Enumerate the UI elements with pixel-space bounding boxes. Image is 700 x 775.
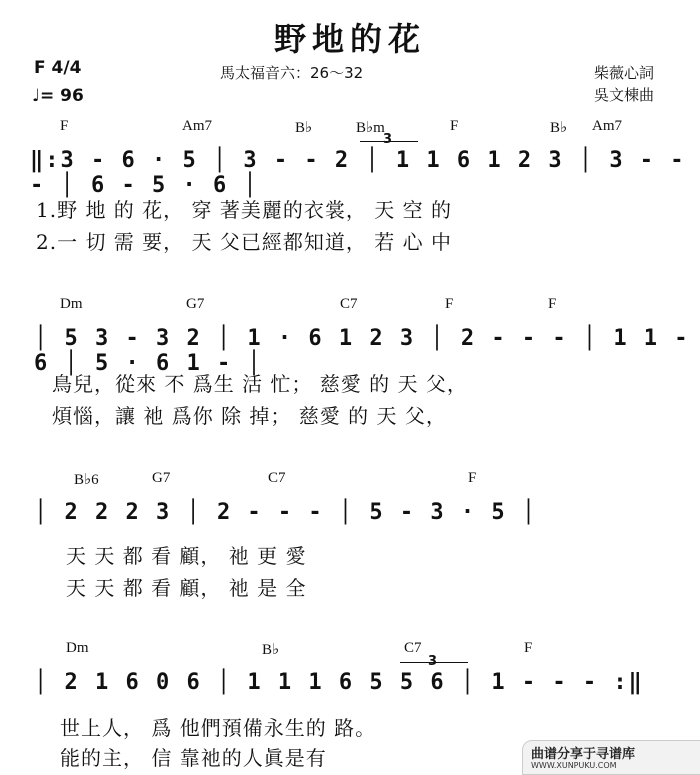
chord-symbol: B♭m: [356, 120, 385, 136]
chord-symbol: B♭6: [74, 472, 99, 488]
lyrics-verse-1: 世上人， 爲 他們預備永生的 路。: [60, 716, 377, 740]
chord-symbol: Dm: [60, 296, 83, 312]
chord-symbol: F: [445, 296, 454, 312]
triplet-mark: 3: [428, 654, 438, 669]
watermark-url: WWW.XUNPUKU.COM: [531, 761, 617, 770]
chord-symbol: C7: [404, 640, 422, 656]
watermark-text: 曲谱分享于寻谱库: [531, 747, 636, 762]
site-watermark: [522, 740, 700, 775]
chord-symbol: F: [548, 296, 557, 312]
chord-symbol: C7: [340, 296, 358, 312]
lyrics-verse-1: 鳥兒，從來 不 爲生 活 忙； 慈愛 的 天 父，: [52, 372, 468, 396]
chord-symbol: G7: [152, 470, 171, 486]
lyrics-verse-1: 1.野 地 的 花， 穿 著美麗的衣裳， 天 空 的: [36, 198, 452, 222]
triplet-mark: 3: [383, 132, 393, 147]
lyrics-verse-2: 煩惱，讓 祂 爲你 除 掉； 慈愛 的 天 父，: [52, 404, 447, 428]
jianpu-notes: │ 5 3 - 3 2 │ 1 · 6 1 2 3 │ 2 - - - │ 1 1 - 6 │ 5 · 6 1 - │: [34, 326, 690, 376]
chord-symbol: F: [524, 640, 533, 656]
chord-symbol: Am7: [592, 118, 622, 134]
chord-symbol: B♭: [295, 120, 313, 136]
chord-symbol: G7: [186, 296, 205, 312]
score-system-3: [0, 470, 700, 610]
chord-symbol: B♭: [262, 642, 280, 658]
page-title: 野地的花: [273, 20, 426, 58]
chord-symbol: F: [60, 118, 69, 134]
jianpu-notes: │ 2 2 2 3 │ 2 - - - │ 5 - 3 · 5 │: [34, 500, 538, 525]
chord-symbol: C7: [268, 470, 286, 486]
lyricist-credit: 柴薇心詞: [594, 64, 655, 82]
chord-symbol: F: [468, 470, 477, 486]
tempo-marking: ♩= 96: [32, 86, 84, 106]
composer-credit: 吳文棟曲: [594, 86, 655, 104]
key-signature: F 4/4: [34, 58, 82, 78]
score-system-2: [0, 296, 700, 436]
scripture-reference: 馬太福音六：26～32: [220, 64, 364, 82]
lyrics-verse-2: 天 天 都 看 顧， 祂 是 全: [66, 576, 307, 600]
chord-symbol: F: [450, 118, 459, 134]
chord-symbol: B♭: [550, 120, 568, 136]
score-system-1: [0, 118, 700, 258]
lyrics-verse-1: 天 天 都 看 顧， 祂 更 愛: [66, 544, 307, 568]
chord-symbol: Am7: [182, 118, 212, 134]
lyrics-verse-2: 能的主， 信 靠祂的人眞是有: [60, 746, 327, 770]
chord-symbol: Dm: [66, 640, 89, 656]
jianpu-notes: │ 2 1 6 0 6 │ 1 1 1 6 5 5 6 │ 1 - - - :‖: [34, 670, 644, 695]
jianpu-notes: ‖:3 - 6 · 5 │ 3 - - 2 │ 1 1 6 1 2 3 │ 3 - - - │ 6 - 5 · 6 │: [30, 148, 686, 198]
lyrics-verse-2: 2.一 切 需 要， 天 父已經都知道， 若 心 中: [36, 230, 452, 254]
